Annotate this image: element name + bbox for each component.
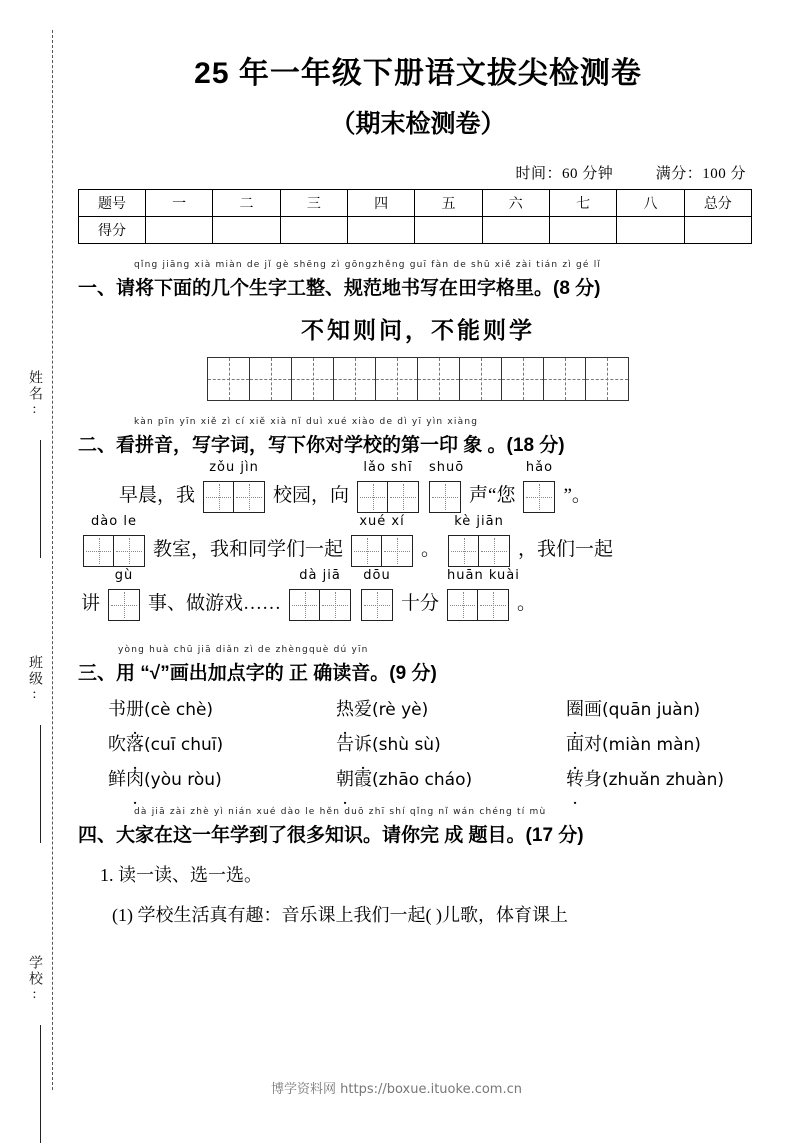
answer-pinyin: dà jiā: [299, 568, 341, 583]
line-text: 校园，向: [273, 485, 350, 506]
choice-options[interactable]: (shù sù): [372, 735, 441, 755]
tianzige-cell[interactable]: [544, 358, 586, 400]
tianzige-cell[interactable]: [334, 358, 376, 400]
answer-pinyin: dào le: [91, 514, 137, 529]
section-four-pinyin: dà jiā zài zhè yì nián xué dào le hěn duō zhī shí qǐng nǐ wán chéng tí mù: [134, 807, 547, 817]
line-text: 。: [517, 593, 537, 614]
score-value-cell[interactable]: [415, 217, 482, 244]
score-value-cell[interactable]: [684, 217, 751, 244]
score-header-cell: 二: [213, 190, 280, 217]
answer-box-group[interactable]: [447, 568, 520, 621]
choice-options[interactable]: (zhāo cháo): [372, 770, 473, 790]
answer-box-group[interactable]: [523, 460, 555, 513]
exam-meta: [78, 162, 758, 183]
answer-box-group[interactable]: [83, 514, 145, 567]
choice-item[interactable]: [336, 695, 566, 721]
answer-cell[interactable]: [109, 590, 139, 620]
section-two-heading-text: 二、看拼音，写字词，写下你对学校的第一印 象 。(18 分): [78, 435, 565, 456]
answer-cell[interactable]: [524, 482, 554, 512]
score-header-cell: 五: [415, 190, 482, 217]
choice-dotted-char: 册: [126, 699, 144, 719]
choice-item[interactable]: [336, 730, 566, 756]
choice-word-before: 书: [108, 699, 126, 719]
page-title: 25 年一年级下册语文拔尖检测卷: [194, 57, 642, 90]
section-two-line-1: [78, 460, 758, 513]
answer-cell[interactable]: [382, 536, 412, 566]
tianzige-cell[interactable]: [502, 358, 544, 400]
choice-word-after: 霞: [354, 769, 372, 789]
answer-cells[interactable]: [523, 481, 555, 513]
answer-pinyin: huān kuài: [447, 568, 520, 583]
answer-pinyin: xué xí: [359, 514, 405, 529]
tianzige-cell[interactable]: [586, 358, 628, 400]
answer-cell[interactable]: [362, 590, 392, 620]
choice-word-before: 告: [336, 734, 354, 754]
tianzige-cell[interactable]: [460, 358, 502, 400]
answer-cell[interactable]: [84, 536, 114, 566]
choice-item[interactable]: [566, 765, 724, 791]
score-value-cell[interactable]: [146, 217, 213, 244]
choice-options[interactable]: (rè yè): [372, 700, 429, 720]
answer-box-group[interactable]: [108, 568, 140, 621]
section-four-heading-text: 四、大家在这一年学到了很多知识。请你完 成 题目。(17 分): [78, 825, 584, 846]
section-three: [78, 645, 758, 791]
answer-cell[interactable]: [114, 536, 144, 566]
section-two-line-2: [78, 514, 758, 567]
section-one-heading: [78, 260, 758, 300]
score-header-cell: 四: [347, 190, 414, 217]
answer-cells[interactable]: [203, 481, 265, 513]
section-one: [78, 260, 758, 401]
score-table: [78, 189, 752, 244]
choice-item[interactable]: [108, 695, 336, 721]
score-header-cell: 一: [146, 190, 213, 217]
choice-item[interactable]: [108, 730, 336, 756]
answer-cells[interactable]: [108, 589, 140, 621]
section-three-choices: [78, 695, 758, 791]
line-text: 早晨，我: [119, 485, 196, 506]
section-three-heading: [78, 645, 758, 685]
choice-dotted-char: 诉: [354, 734, 372, 754]
section-four-sub1: 1. 读一读、选一选。: [100, 865, 262, 885]
answer-cell[interactable]: [290, 590, 320, 620]
student-name-label: 姓名:: [27, 370, 42, 419]
answer-box-group[interactable]: [448, 514, 510, 567]
choice-dotted-char: 圈: [566, 699, 584, 719]
tianzige-cell[interactable]: [292, 358, 334, 400]
answer-box-group[interactable]: [203, 460, 265, 513]
student-class-rule: [40, 725, 41, 843]
choice-dotted-char: 朝: [336, 769, 354, 789]
line-text: 讲: [81, 593, 101, 614]
answer-cells[interactable]: [429, 481, 461, 513]
section-four-question-1: (1) 学校生活真有趣：音乐课上我们一起( )儿歌，体育课上: [112, 905, 568, 925]
choice-word-after: 爱: [354, 699, 372, 719]
choice-item[interactable]: [108, 765, 336, 791]
choice-options[interactable]: (quān juàn): [602, 700, 701, 720]
choice-dotted-char: 转: [566, 769, 584, 789]
line-text: ，我们一起: [518, 539, 614, 560]
score-value-cell[interactable]: [617, 217, 684, 244]
answer-cell[interactable]: [430, 482, 460, 512]
answer-cell[interactable]: [234, 482, 264, 512]
table-row-scores: [79, 217, 752, 244]
choice-options[interactable]: (cè chè): [144, 700, 214, 720]
answer-cells[interactable]: [289, 589, 351, 621]
student-name-field[interactable]: [14, 370, 44, 558]
score-header-cell: 三: [280, 190, 347, 217]
answer-cells[interactable]: [351, 535, 413, 567]
choice-word-after: 画: [584, 699, 602, 719]
answer-cells[interactable]: [361, 589, 393, 621]
answer-cell[interactable]: [478, 590, 508, 620]
answer-cell[interactable]: [204, 482, 234, 512]
student-class-field[interactable]: [14, 655, 44, 843]
score-header-cell: 七: [549, 190, 616, 217]
score-value-cell[interactable]: [549, 217, 616, 244]
choice-word-after: 对: [584, 734, 602, 754]
tianzige-cell[interactable]: [418, 358, 460, 400]
exam-time-label: 时间：60 分钟: [515, 166, 614, 182]
section-one-phrase: 不知则问，不能则学: [301, 318, 535, 343]
score-header-cell: 八: [617, 190, 684, 217]
section-three-pinyin: yòng huà chū jiā diǎn zì de zhèngquè dú yīn: [118, 645, 369, 655]
choice-row: [108, 695, 758, 721]
answer-cell[interactable]: [448, 590, 478, 620]
line-text: ”。: [563, 485, 591, 506]
choice-item[interactable]: [566, 695, 700, 721]
score-value-cell[interactable]: [482, 217, 549, 244]
answer-pinyin: kè jiān: [454, 514, 504, 529]
page-footer: 博学资料网 https://boxue.ituoke.com.cn: [271, 1082, 522, 1097]
student-class-label: 班级:: [27, 655, 42, 704]
section-one-grid-row: [78, 357, 758, 401]
choice-dotted-char: 热: [336, 699, 354, 719]
section-one-heading-text: 一、请将下面的几个生字工整、规范地书写在田字格里。(8 分): [78, 278, 601, 299]
tianzige-cell[interactable]: [208, 358, 250, 400]
choice-options[interactable]: (yòu ròu): [144, 770, 222, 790]
section-two: [78, 417, 758, 621]
section-two-pinyin: kàn pīn yīn xiě zì cí xiě xià nǐ duì xué xiào de dì yī yìn xiàng: [134, 417, 479, 427]
score-value-cell[interactable]: [280, 217, 347, 244]
line-text: 十分: [401, 593, 440, 614]
score-header-cell: 题号: [79, 190, 146, 217]
answer-cell[interactable]: [358, 482, 388, 512]
choice-options[interactable]: (miàn màn): [602, 735, 701, 755]
answer-box-group[interactable]: [351, 514, 413, 567]
score-value-cell[interactable]: [347, 217, 414, 244]
line-text: 。: [421, 539, 441, 560]
answer-box-group[interactable]: [429, 460, 465, 513]
score-header-cell: 六: [482, 190, 549, 217]
answer-cells[interactable]: [357, 481, 419, 513]
choice-row: [108, 730, 758, 756]
answer-cell[interactable]: [320, 590, 350, 620]
answer-box-group[interactable]: [361, 568, 393, 621]
choice-word-before: 鲜: [108, 769, 126, 789]
score-value-cell[interactable]: [213, 217, 280, 244]
tianzige-cell[interactable]: [376, 358, 418, 400]
answer-pinyin: hǎo: [525, 460, 554, 475]
choice-options[interactable]: (cuī chuī): [144, 735, 224, 755]
answer-cells[interactable]: [448, 535, 510, 567]
exam-paper-content: [78, 0, 758, 927]
answer-box-group[interactable]: [289, 568, 351, 621]
student-school-label: 学校:: [27, 955, 42, 1004]
fold-dashed-line: [52, 30, 53, 1090]
section-four-heading: [78, 807, 758, 847]
choice-row: [108, 765, 758, 791]
student-school-field[interactable]: [14, 955, 44, 1143]
choice-dotted-char: 面: [566, 734, 584, 754]
answer-cell[interactable]: [449, 536, 479, 566]
score-label-cell: 得分: [79, 217, 146, 244]
answer-cell[interactable]: [479, 536, 509, 566]
left-margin-strip: [0, 0, 62, 1122]
tianzige-strip[interactable]: [207, 357, 629, 401]
choice-word-before: 吹: [108, 734, 126, 754]
answer-pinyin: dōu: [363, 568, 391, 583]
answer-pinyin: zǒu jìn: [209, 460, 259, 475]
answer-pinyin: shuō: [429, 460, 465, 475]
answer-box-group[interactable]: [357, 460, 419, 513]
answer-cell[interactable]: [352, 536, 382, 566]
line-text: 事、做游戏……: [148, 593, 282, 614]
line-text: 声“您: [469, 485, 516, 506]
answer-cell[interactable]: [388, 482, 418, 512]
section-two-heading: [78, 417, 758, 457]
choice-dotted-char: 肉: [126, 769, 144, 789]
section-three-heading-text: 三、用 “√”画出加点字的 正 确读音。(9 分): [78, 663, 437, 684]
answer-cells[interactable]: [83, 535, 145, 567]
answer-pinyin: gù: [114, 568, 134, 583]
choice-options[interactable]: (zhuǎn zhuàn): [602, 770, 724, 790]
choice-item[interactable]: [566, 730, 701, 756]
score-header-cell: 总分: [684, 190, 751, 217]
answer-pinyin: lǎo shī: [363, 460, 413, 475]
page-subtitle: （期末检测卷）: [330, 110, 506, 138]
choice-item[interactable]: [336, 765, 566, 791]
choice-word-after: 身: [584, 769, 602, 789]
section-four: [78, 807, 758, 927]
answer-cells[interactable]: [447, 589, 509, 621]
choice-dotted-char: 落: [126, 734, 144, 754]
student-name-rule: [40, 440, 41, 558]
table-row-question-numbers: [79, 190, 752, 217]
tianzige-cell[interactable]: [250, 358, 292, 400]
line-text: 教室，我和同学们一起: [153, 539, 344, 560]
section-one-pinyin: qǐng jiāng xià miàn de jǐ gè shēng zì gōngzhěng guī fàn de shū xiě zài tián zì gé lǐ: [134, 260, 602, 270]
exam-total-label: 满分：100 分: [655, 166, 746, 182]
section-two-line-3: [78, 568, 758, 621]
